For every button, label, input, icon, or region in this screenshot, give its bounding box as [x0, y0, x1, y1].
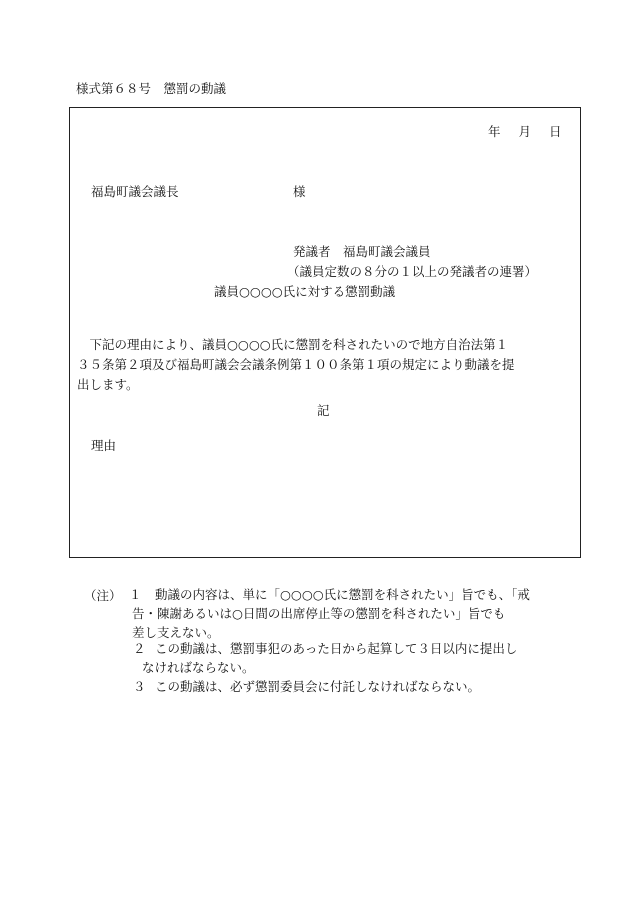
- date-year: 年: [488, 124, 501, 139]
- honorific: 様: [293, 184, 306, 199]
- ki-heading: 記: [317, 403, 330, 418]
- proposer-line: 発議者 福島町議会議員: [293, 244, 431, 259]
- note-item: [129, 585, 530, 642]
- body-line: 下記の理由により、議員○○○○氏に懲罰を科されたいので地方自治法第１: [77, 337, 509, 352]
- note-line: 告・陳謝あるいは○日間の出席停止等の懲罰を科されたい」旨でも: [132, 606, 506, 621]
- motion-body: [77, 335, 565, 395]
- note-line: 差し支えない。: [132, 625, 220, 640]
- body-line: 出します。: [77, 377, 139, 392]
- date-day: 日: [549, 124, 562, 139]
- note-number: ３: [133, 679, 146, 694]
- motion-form-frame: [69, 107, 581, 558]
- proposer-note: （議員定数の８分の１以上の発議者の連署）: [287, 264, 538, 279]
- note-item: [133, 639, 518, 677]
- note-number: １: [129, 587, 142, 602]
- addressee: 福島町議会議長: [91, 184, 179, 199]
- date-line: [488, 126, 562, 139]
- reason-label: 理由: [91, 438, 117, 453]
- note-line: なければならない。: [142, 660, 255, 675]
- note-item: [133, 677, 481, 696]
- body-line: ３５条第２項及び福島町議会会議条例第１００条第１項の規定により動議を提: [77, 357, 515, 372]
- note-line: この動議は、必ず懲罰委員会に付託しなければならない。: [155, 679, 481, 694]
- date-month: 月: [518, 124, 532, 139]
- form-title: 様式第６８号 懲罰の動議: [76, 81, 227, 96]
- note-line: この動議は、懲罰事犯のあった日から起算して３日以内に提出し: [155, 641, 518, 656]
- notes-label: （注）: [84, 588, 122, 603]
- motion-title: 議員○○○○氏に対する懲罰動議: [214, 284, 396, 299]
- note-line: 動議の内容は、単に「○○○○氏に懲罰を科されたい」旨でも、「戒: [155, 587, 530, 602]
- note-number: ２: [133, 641, 146, 656]
